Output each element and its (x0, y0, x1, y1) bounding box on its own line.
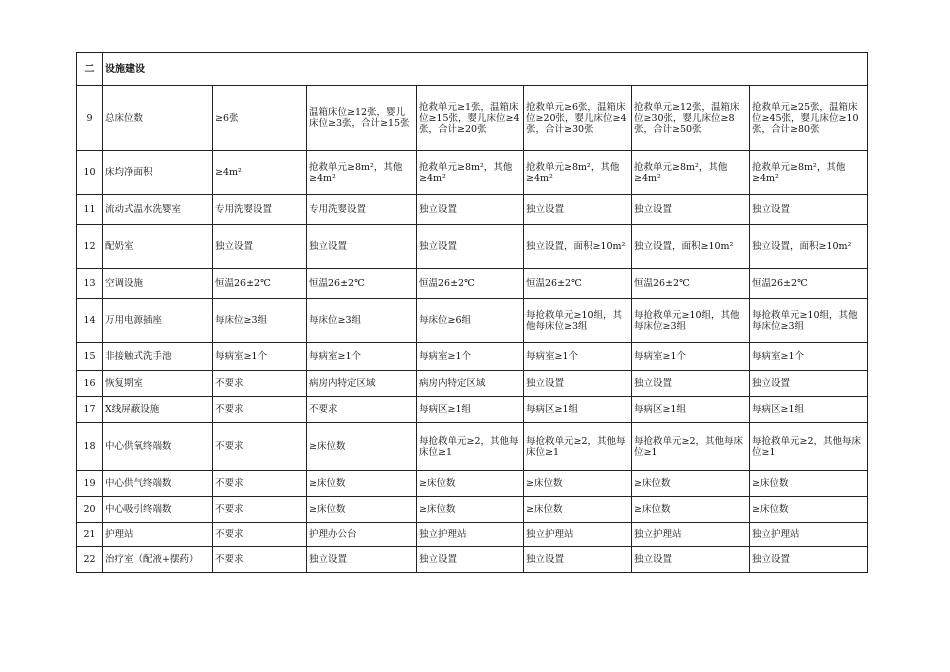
level-1-value: 不要求 (213, 471, 307, 497)
level-1-value: 不要求 (213, 371, 307, 397)
level-4-value: ≥床位数 (524, 471, 632, 497)
item-name: 万用电源插座 (103, 299, 213, 343)
level-6-value: 独立设置 (750, 195, 868, 225)
item-name: 流动式温水洗婴室 (103, 195, 213, 225)
row-number: 12 (77, 225, 103, 269)
level-6-value: 抢救单元≥8m²，其他≥4m² (750, 151, 868, 195)
level-3-value: 独立设置 (417, 547, 524, 573)
level-2-value: ≥床位数 (307, 497, 417, 523)
level-2-value: 每床位≥3组 (307, 299, 417, 343)
level-6-value: 独立设置 (750, 547, 868, 573)
item-name: 空调设施 (103, 269, 213, 299)
section-header-row (77, 53, 868, 86)
level-3-value: 每病区≥1组 (417, 397, 524, 423)
level-5-value: 抢救单元≥12张，温箱床位≥30张，婴儿床位≥8张，合计≥50张 (632, 86, 750, 151)
level-3-value: 病房内特定区域 (417, 371, 524, 397)
table-row (77, 343, 868, 371)
item-name: 中心吸引终端数 (103, 497, 213, 523)
level-5-value: 每抢救单元≥2，其他每床位≥1 (632, 423, 750, 471)
table-row (77, 86, 868, 151)
item-name: 中心供气终端数 (103, 471, 213, 497)
level-4-value: 抢救单元≥8m²，其他≥4m² (524, 151, 632, 195)
level-3-value: 抢救单元≥8m²，其他≥4m² (417, 151, 524, 195)
level-1-value: 每病室≥1个 (213, 343, 307, 371)
table-row (77, 397, 868, 423)
level-6-value: 恒温26±2℃ (750, 269, 868, 299)
requirements-table (76, 52, 868, 573)
level-2-value: 每病室≥1个 (307, 343, 417, 371)
level-5-value: 独立护理站 (632, 523, 750, 547)
level-4-value: 独立设置 (524, 195, 632, 225)
level-3-value: 每病室≥1个 (417, 343, 524, 371)
level-2-value: ≥床位数 (307, 471, 417, 497)
item-name: X线屏蔽设施 (103, 397, 213, 423)
item-name: 配奶室 (103, 225, 213, 269)
item-name: 恢复期室 (103, 371, 213, 397)
table-row (77, 269, 868, 299)
level-3-value: 每床位≥6组 (417, 299, 524, 343)
level-4-value: 独立设置，面积≥10m² (524, 225, 632, 269)
item-name: 非接触式洗手池 (103, 343, 213, 371)
level-1-value: 不要求 (213, 497, 307, 523)
level-3-value: 每抢救单元≥2，其他每床位≥1 (417, 423, 524, 471)
level-1-value: 不要求 (213, 397, 307, 423)
level-4-value: 每病区≥1组 (524, 397, 632, 423)
level-1-value: 每床位≥3组 (213, 299, 307, 343)
row-number: 22 (77, 547, 103, 573)
table-row (77, 471, 868, 497)
row-number: 11 (77, 195, 103, 225)
row-number: 10 (77, 151, 103, 195)
level-4-value: ≥床位数 (524, 497, 632, 523)
level-6-value: 独立护理站 (750, 523, 868, 547)
table-row (77, 299, 868, 343)
table-row (77, 225, 868, 269)
row-number: 15 (77, 343, 103, 371)
level-4-value: 每病室≥1个 (524, 343, 632, 371)
level-1-value: ≥4m² (213, 151, 307, 195)
row-number: 21 (77, 523, 103, 547)
level-2-value: 独立设置 (307, 547, 417, 573)
level-5-value: 每病室≥1个 (632, 343, 750, 371)
level-3-value: 抢救单元≥1张，温箱床位≥15张，婴儿床位≥4张，合计≥20张 (417, 86, 524, 151)
level-6-value: 抢救单元≥25张，温箱床位≥45张，婴儿床位≥10张，合计≥80张 (750, 86, 868, 151)
level-2-value: 独立设置 (307, 225, 417, 269)
level-1-value: ≥6张 (213, 86, 307, 151)
table-row (77, 195, 868, 225)
level-2-value: 护理办公台 (307, 523, 417, 547)
level-2-value: 温箱床位≥12张，婴儿床位≥3张，合计≥15张 (307, 86, 417, 151)
item-name: 总床位数 (103, 86, 213, 151)
level-3-value: ≥床位数 (417, 471, 524, 497)
level-5-value: 每抢救单元≥10组，其他每床位≥3组 (632, 299, 750, 343)
table-row (77, 423, 868, 471)
level-5-value: 独立设置，面积≥10m² (632, 225, 750, 269)
level-3-value: 独立设置 (417, 225, 524, 269)
table-row (77, 523, 868, 547)
row-number: 17 (77, 397, 103, 423)
row-number: 18 (77, 423, 103, 471)
level-3-value: 恒温26±2℃ (417, 269, 524, 299)
item-name: 中心供氧终端数 (103, 423, 213, 471)
level-2-value: 抢救单元≥8m²，其他≥4m² (307, 151, 417, 195)
section-title: 设施建设 (103, 53, 868, 86)
item-name: 治疗室（配液+摆药） (103, 547, 213, 573)
level-6-value: ≥床位数 (750, 497, 868, 523)
row-number: 19 (77, 471, 103, 497)
level-6-value: 每病区≥1组 (750, 397, 868, 423)
level-1-value: 专用洗婴设置 (213, 195, 307, 225)
level-4-value: 抢救单元≥6张，温箱床位≥20张，婴儿床位≥4张，合计≥30张 (524, 86, 632, 151)
level-6-value: 每抢救单元≥2，其他每床位≥1 (750, 423, 868, 471)
level-4-value: 恒温26±2℃ (524, 269, 632, 299)
item-name: 床均净面积 (103, 151, 213, 195)
level-5-value: ≥床位数 (632, 497, 750, 523)
level-6-value: 独立设置，面积≥10m² (750, 225, 868, 269)
item-name: 护理站 (103, 523, 213, 547)
level-4-value: 独立设置 (524, 547, 632, 573)
level-4-value: 每抢救单元≥2，其他每床位≥1 (524, 423, 632, 471)
level-4-value: 独立护理站 (524, 523, 632, 547)
level-5-value: 每病区≥1组 (632, 397, 750, 423)
level-2-value: 不要求 (307, 397, 417, 423)
row-number: 16 (77, 371, 103, 397)
row-number: 20 (77, 497, 103, 523)
level-1-value: 不要求 (213, 523, 307, 547)
table-row (77, 151, 868, 195)
row-number: 13 (77, 269, 103, 299)
level-5-value: 独立设置 (632, 195, 750, 225)
level-2-value: 专用洗婴设置 (307, 195, 417, 225)
level-6-value: 独立设置 (750, 371, 868, 397)
level-5-value: 抢救单元≥8m²，其他≥4m² (632, 151, 750, 195)
level-3-value: 独立设置 (417, 195, 524, 225)
level-2-value: ≥床位数 (307, 423, 417, 471)
table-body (77, 86, 868, 573)
level-3-value: 独立护理站 (417, 523, 524, 547)
table-row (77, 497, 868, 523)
level-1-value: 恒温26±2℃ (213, 269, 307, 299)
level-6-value: 每抢救单元≥10组，其他每床位≥3组 (750, 299, 868, 343)
level-1-value: 不要求 (213, 423, 307, 471)
level-4-value: 独立设置 (524, 371, 632, 397)
level-6-value: 每病室≥1个 (750, 343, 868, 371)
row-number: 14 (77, 299, 103, 343)
table-row (77, 371, 868, 397)
level-4-value: 每抢救单元≥10组，其他每床位≥3组 (524, 299, 632, 343)
table-row (77, 547, 868, 573)
level-6-value: ≥床位数 (750, 471, 868, 497)
level-5-value: 恒温26±2℃ (632, 269, 750, 299)
level-3-value: ≥床位数 (417, 497, 524, 523)
level-2-value: 恒温26±2℃ (307, 269, 417, 299)
level-2-value: 病房内特定区域 (307, 371, 417, 397)
level-1-value: 独立设置 (213, 225, 307, 269)
level-1-value: 不要求 (213, 547, 307, 573)
level-5-value: ≥床位数 (632, 471, 750, 497)
section-number: 二 (77, 53, 103, 86)
row-number: 9 (77, 86, 103, 151)
level-5-value: 独立设置 (632, 547, 750, 573)
level-5-value: 独立设置 (632, 371, 750, 397)
